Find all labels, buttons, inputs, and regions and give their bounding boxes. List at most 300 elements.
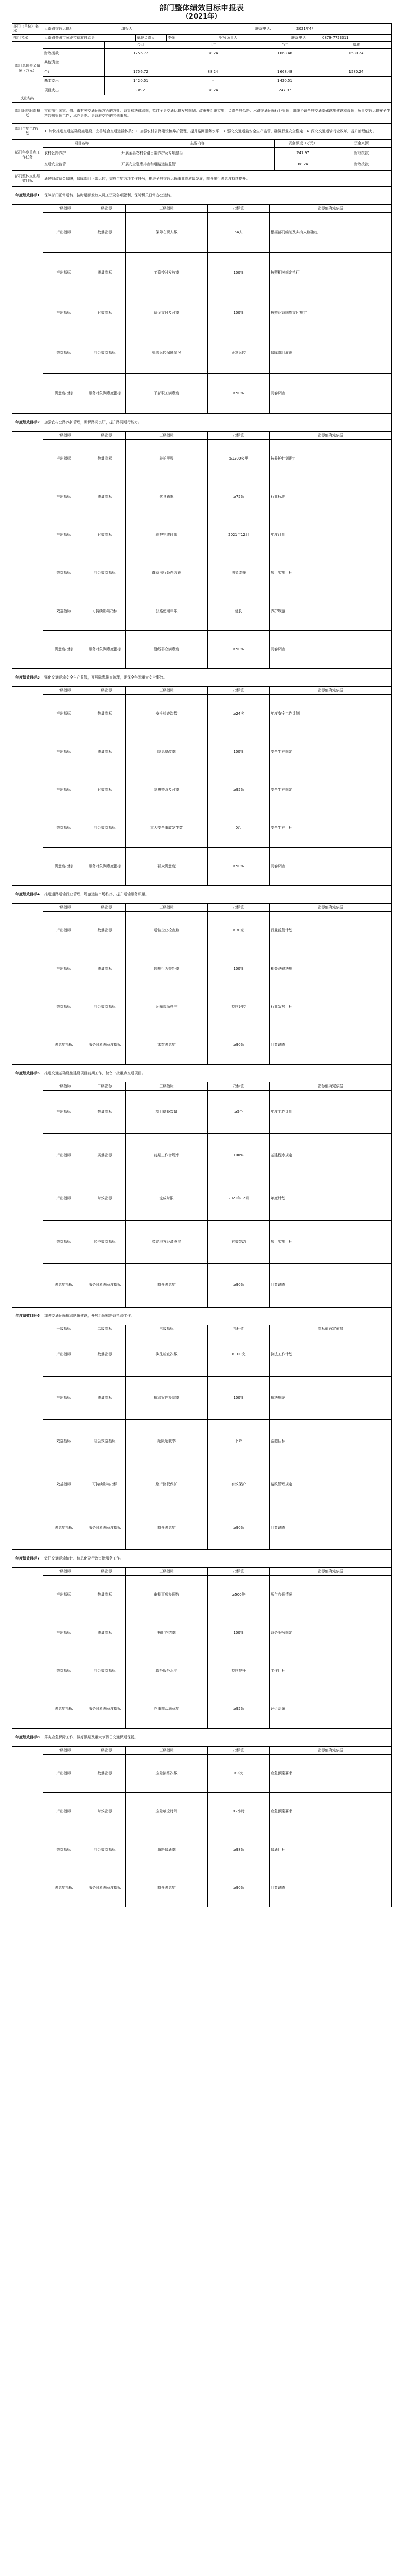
target-l3: 应急演练次数 [126,1755,208,1793]
fund-cur: 1668.48 [249,49,321,58]
project-amount: 88.24 [275,159,331,171]
table-row [12,1264,392,1307]
section-desc: 推进交通基础设施建设项目前期工作，储备一批重点交通项目。 [43,1065,392,1082]
section-desc: 加强交通运输执法队伍建设，开展治超和路政执法工作。 [43,1308,392,1325]
section-name: 年度绩效目标7 [12,1550,43,1568]
section-side [12,1747,43,1907]
target-note: 执法工作计划 [270,1333,392,1377]
target-l3: 安全检查次数 [126,695,208,733]
table-row [12,771,392,809]
table-row [12,440,392,478]
table-row [12,58,392,67]
target-col-l2: 二级指标 [84,1568,126,1576]
target-note: 历年办理情况 [270,1576,392,1614]
target-l2: 质量指标 [84,1614,126,1652]
project-amount: 247.97 [275,148,331,159]
target-note: 年度工作计划 [270,1091,392,1134]
target-l1: 效益指标 [43,809,84,848]
target-value: ≥90% [208,631,270,669]
table-row [12,1614,392,1652]
projects-label: 部门年度重点工作任务 [12,140,43,171]
target-section [12,187,392,414]
target-note: 行业监管计划 [270,912,392,950]
target-value: ≥90% [208,1869,270,1907]
table-row [12,848,392,886]
code-label: 部门（单位）名称 [12,24,43,35]
target-value: ≥95% [208,1690,270,1728]
target-note: 保障部门履职 [270,333,392,374]
target-col-l2: 二级指标 [84,432,126,440]
target-note: 评价系统 [270,1690,392,1728]
target-col-value: 指标值 [208,1325,270,1333]
target-l2: 服务对象满意度指标 [84,1026,126,1064]
target-l3: 养护完成时限 [126,516,208,554]
fund-name: 财政拨款 [43,49,105,58]
col-content: 主要内容 [120,140,275,148]
target-col-l1: 一级指标 [43,1082,84,1091]
table-row [12,374,392,414]
dept-label: 填报人： [120,24,151,35]
target-value: 100% [208,1134,270,1177]
target-l3: 机关运转保障情况 [126,333,208,374]
target-col-l3: 三级指标 [126,1568,208,1576]
target-value: ≥75% [208,478,270,516]
target-l2: 质量指标 [84,733,126,771]
target-value: ≥100次 [208,1333,270,1377]
target-col-value: 指标值 [208,1568,270,1576]
target-l2: 服务对象满意度指标 [84,631,126,669]
target-note: 基建程序规定 [270,1134,392,1177]
section-desc: 保障部门正常运转，按时足额发放人员工资及各项福利，保障机关日常办公运转。 [43,187,392,205]
fund-total: 1756.72 [105,49,177,58]
target-l1: 效益指标 [43,1463,84,1506]
fund-cur: 1668.48 [249,67,321,77]
target-l3: 乘客满意度 [126,1026,208,1064]
fund-prev [177,58,249,67]
target-l1: 满意度指标 [43,1264,84,1307]
target-l2: 质量指标 [84,1134,126,1177]
target-col-l3: 三级指标 [126,687,208,695]
target-l2: 时效指标 [84,516,126,554]
col-total: 合计 [105,42,177,49]
target-l2: 质量指标 [84,1377,126,1420]
target-l3: 违规行为查处率 [126,950,208,988]
target-col-value: 指标值 [208,432,270,440]
col-prev: 上年 [177,42,249,49]
table-row [12,67,392,77]
target-section [12,1307,392,1550]
table-row [12,1377,392,1420]
target-l2: 社会效益指标 [84,333,126,374]
target-section [12,414,392,669]
section-name: 年度绩效目标6 [12,1308,43,1325]
target-l2: 经济效益指标 [84,1221,126,1264]
fund-name: 合计 [43,67,105,77]
exp-total: 336.21 [105,86,177,95]
target-l2: 服务对象满意度指标 [84,1264,126,1307]
col-amount: 资金额度（万元） [275,140,331,148]
funds-table [12,41,392,103]
table-row [12,293,392,333]
target-l3: 群众满意度 [126,1506,208,1550]
target-l2: 可持续影响指标 [84,1463,126,1506]
target-value: ≤2小时 [208,1793,270,1831]
target-l1: 产出指标 [43,771,84,809]
table-row [12,733,392,771]
target-section [12,1728,392,1907]
target-col-l3: 三级指标 [126,1325,208,1333]
target-l1: 产出指标 [43,1177,84,1221]
target-l1: 产出指标 [43,1377,84,1420]
target-value: ≥95% [208,771,270,809]
col-source: 资金来源 [331,140,392,148]
table-row [12,213,392,253]
target-note: 应急预案要求 [270,1793,392,1831]
target-note: 问卷调查 [270,374,392,414]
target-note: 安全生产目标 [270,809,392,848]
target-note: 按照相关规定执行 [270,253,392,293]
unit-name: 云南省交通运输厅 [43,24,120,35]
target-col-l3: 三级指标 [126,432,208,440]
target-col-l1: 一级指标 [43,432,84,440]
table-row [12,1869,392,1907]
target-value: 持续提升 [208,1652,270,1690]
section-name: 年度绩效目标1 [12,187,43,205]
target-value: 100% [208,733,270,771]
target-l2: 社会效益指标 [84,1420,126,1463]
target-col-note: 指标值确定依据 [270,1747,392,1755]
table-row [12,77,392,86]
target-l2: 数量指标 [84,695,126,733]
table-row [12,695,392,733]
target-l2: 数量指标 [84,1576,126,1614]
target-note: 养护规范 [270,592,392,631]
target-l1: 满意度指标 [43,374,84,414]
target-value: ≥90% [208,374,270,414]
target-l1: 满意度指标 [43,848,84,886]
target-l2: 数量指标 [84,440,126,478]
target-l3: 重大安全事故发生数 [126,809,208,848]
col-name: 项目名称 [43,140,120,148]
table-row [12,1333,392,1377]
target-col-value: 指标值 [208,1082,270,1091]
section-desc: 做好交通运输统计、信息化及行政审批服务工作。 [43,1550,392,1568]
target-l1: 效益指标 [43,554,84,592]
col-change: 增减 [321,42,392,49]
target-l1: 产出指标 [43,1576,84,1614]
table-row [12,1506,392,1550]
phone-label: 联系电话 [290,35,321,41]
target-l3: 办事群众满意度 [126,1690,208,1728]
target-l1: 效益指标 [43,988,84,1026]
exp-prev: 88.24 [177,86,249,95]
table-row [12,49,392,58]
target-col-l2: 二级指标 [84,1747,126,1755]
page-title: 部门整体绩效目标申报表 [159,3,244,12]
target-l1: 产出指标 [43,253,84,293]
fund-total [105,58,177,67]
target-col-l1: 一级指标 [43,1747,84,1755]
fund-name: 其他资金 [43,58,105,67]
target-l1: 产出指标 [43,912,84,950]
table-row [12,1690,392,1728]
table-row [12,1831,392,1869]
finance-label: 财务负责人 [218,35,249,41]
target-l3: 沿线群众满意度 [126,631,208,669]
target-col-l1: 一级指标 [43,904,84,912]
target-value: ≥98% [208,1831,270,1869]
target-value: 100% [208,253,270,293]
target-value: 2021年12月 [208,1177,270,1221]
target-col-value: 指标值 [208,205,270,213]
target-value: ≥5个 [208,1091,270,1134]
target-col-note: 指标值确定依据 [270,1082,392,1091]
target-l2: 时效指标 [84,1177,126,1221]
fund-change: 1580.24 [321,67,392,77]
project-source: 财政拨款 [331,148,392,159]
target-value: 有效保护 [208,1463,270,1506]
target-l2: 数量指标 [84,912,126,950]
target-note: 保通目标 [270,1831,392,1869]
fund-change: 1580.24 [321,49,392,58]
exp-prev: - [177,77,249,86]
target-l2: 社会效益指标 [84,554,126,592]
target-value: 下降 [208,1420,270,1463]
target-l3: 养护里程 [126,440,208,478]
target-l1: 产出指标 [43,1614,84,1652]
header-meta [12,23,392,35]
target-sections [0,187,403,1907]
target-value: 明显改善 [208,554,270,592]
table-row [12,1652,392,1690]
leader-label: 单位负责人 [136,35,167,41]
fund-total: 1756.72 [105,67,177,77]
target-l3: 群众出行条件改善 [126,554,208,592]
target-value: 100% [208,1377,270,1420]
target-col-note: 指标值确定依据 [270,432,392,440]
code-value [151,24,254,35]
table-row [12,1420,392,1463]
target-l1: 满意度指标 [43,1869,84,1907]
target-note: 执法规范 [270,1377,392,1420]
target-col-l1: 一级指标 [43,205,84,213]
target-l2: 质量指标 [84,478,126,516]
target-col-l2: 二级指标 [84,205,126,213]
target-l1: 产出指标 [43,293,84,333]
leader: 李强 [167,35,218,41]
target-l2: 时效指标 [84,1793,126,1831]
table-row [12,1091,392,1134]
target-l1: 效益指标 [43,1221,84,1264]
target-col-l3: 三级指标 [126,1082,208,1091]
target-l3: 前期工作合规率 [126,1134,208,1177]
section-side [12,1082,43,1307]
target-l1: 效益指标 [43,1652,84,1690]
target-value: ≥90% [208,1026,270,1064]
target-note: 治超目标 [270,1420,392,1463]
target-l3: 带动地方经济发展 [126,1221,208,1264]
table-row [12,1463,392,1506]
target-note: 问卷调查 [270,631,392,669]
target-l1: 满意度指标 [43,1690,84,1728]
target-col-note: 指标值确定依据 [270,205,392,213]
target-l3: 优良路率 [126,478,208,516]
exp-cur: 1420.51 [249,77,321,86]
target-l2: 数量指标 [84,213,126,253]
table-row [12,86,392,95]
target-note: 年度安全工作计划 [270,695,392,733]
target-note: 行业标准 [270,478,392,516]
table-row [12,1793,392,1831]
target-note: 安全生产规定 [270,771,392,809]
target-note: 年度计划 [270,1177,392,1221]
target-l3: 资金支付及时率 [126,293,208,333]
target-l1: 产出指标 [43,695,84,733]
target-l3: 应急响应时间 [126,1793,208,1831]
target-value: 持续好转 [208,988,270,1026]
table-row [12,1755,392,1793]
project-content: 开展全县农村公路日常养护及专项整治 [120,148,275,159]
target-l3: 道路保通率 [126,1831,208,1869]
target-l3: 超限超载率 [126,1420,208,1463]
section-side [12,1325,43,1550]
target-section [12,1550,392,1728]
target-l1: 产出指标 [43,1091,84,1134]
target-col-l2: 二级指标 [84,904,126,912]
target-note: 政务服务规定 [270,1614,392,1652]
section-desc: 落实应急保障工作，做好汛期及重大节假日交通保通保畅。 [43,1729,392,1747]
fund-prev: 88.24 [177,49,249,58]
target-value: 0起 [208,809,270,848]
target-l1: 效益指标 [43,1831,84,1869]
section-name: 年度绩效目标5 [12,1065,43,1082]
table-row [12,631,392,669]
target-note: 相关法律法规 [270,950,392,988]
target-l1: 满意度指标 [43,631,84,669]
target-col-l1: 一级指标 [43,1325,84,1333]
section-side [12,205,43,414]
overall-goal-text: 通过财政资金保障，保障部门正常运转，完成年度各项工作任务，推进全县交通运输事业高质量发展，群众出行满意度持续提升。 [43,171,392,187]
target-l1: 产出指标 [43,1134,84,1177]
target-l1: 产出指标 [43,1755,84,1793]
target-col-l2: 二级指标 [84,687,126,695]
funds-label: 部门总体资金情况（万元） [12,42,43,95]
target-value: 延长 [208,592,270,631]
target-col-l3: 三级指标 [126,904,208,912]
plan-text: 1. 加快推进交通基础设施建设，完善综合交通运输体系；2. 加强农村公路建设和养护管理，提升路网服务水平；3. 强化交通运输安全生产监管，确保行业安全稳定；4. 深化交通运输行业改革，提升治理能力。 [43,124,392,139]
fund-change [321,58,392,67]
table-row [12,912,392,950]
target-note: 问卷调查 [270,1506,392,1550]
target-l1: 效益指标 [43,333,84,374]
section-name: 年度绩效目标4 [12,886,43,904]
dept-name-label: 部门名称 [12,35,43,41]
table-row [12,950,392,988]
section-name: 年度绩效目标8 [12,1729,43,1747]
exp-cur: 247.97 [249,86,321,95]
table-row [12,1576,392,1614]
target-l1: 产出指标 [43,1793,84,1831]
page-subtitle: （2021年） [182,13,221,21]
target-l1: 产出指标 [43,733,84,771]
expenditure-label: 支出结构 [12,95,43,103]
exp-change [321,86,392,95]
target-value: ≥30家 [208,912,270,950]
target-col-l3: 三级指标 [126,205,208,213]
target-col-note: 指标值确定依据 [270,1568,392,1576]
functions-text: 贯彻执行国家、省、市有关交通运输方面的方针、政策和法律法规，拟订全县交通运输发展规划、政策并组织实施；负责全县公路、水路交通运输行业管理；组织协调全县交通基础设施建设和管理；负责交通运输安全生产监督管理工作；承办县委、县政府交办的其他事项。 [43,103,392,124]
target-note: 问卷调查 [270,1026,392,1064]
dept-name: 云南省普洱市澜沧拉祜族自治县 [43,35,136,41]
table-row [12,516,392,554]
exp-name: 项目支出 [43,86,105,95]
target-l3: 执法案件办结率 [126,1377,208,1420]
target-l2: 社会效益指标 [84,1652,126,1690]
target-value: ≥24次 [208,695,270,733]
table-row [12,1221,392,1264]
target-l3: 群众满意度 [126,848,208,886]
target-value: 2021年12月 [208,516,270,554]
target-value: ≥2次 [208,1755,270,1793]
target-section [12,1064,392,1307]
target-l1: 产出指标 [43,213,84,253]
target-note: 项目实施目标 [270,554,392,592]
contact-label: 联系电话： [254,24,295,35]
project-name: 农村公路养护 [43,148,120,159]
target-l1: 效益指标 [43,1420,84,1463]
target-value: 正常运转 [208,333,270,374]
table-row [12,809,392,848]
target-value: 100% [208,293,270,333]
target-l2: 质量指标 [84,253,126,293]
target-l3: 政务服务水平 [126,1652,208,1690]
target-l1: 满意度指标 [43,1026,84,1064]
target-l3: 项目储备数量 [126,1091,208,1134]
section-side [12,1568,43,1728]
table-row [12,478,392,516]
overall-goal-label: 部门整体支出绩效目标 [12,171,43,187]
target-col-l2: 二级指标 [84,1082,126,1091]
target-col-l2: 二级指标 [84,1325,126,1333]
target-l3: 公路使用年限 [126,592,208,631]
target-note: 项目实施目标 [270,1221,392,1264]
project-name: 交通安全监管 [43,159,120,171]
target-l3: 隐患整改及时率 [126,771,208,809]
target-note: 根据部门编制及实有人数确定 [270,213,392,253]
target-note: 问卷调查 [270,1869,392,1907]
target-col-l1: 一级指标 [43,687,84,695]
target-value: ≥90% [208,1506,270,1550]
target-l3: 完成时限 [126,1177,208,1221]
target-l3: 路产路权保护 [126,1463,208,1506]
exp-change [321,77,392,86]
target-l2: 服务对象满意度指标 [84,848,126,886]
target-note: 按养护计划确定 [270,440,392,478]
fill-date: 2021年4月 [295,24,392,35]
section-name: 年度绩效目标3 [12,669,43,687]
target-section [12,886,392,1064]
section-desc: 推进道路运输行业管理，规范运输市场秩序，提升运输服务质量。 [43,886,392,904]
section-side [12,432,43,669]
table-row [12,159,392,171]
phone: 0879-7723311 [321,35,392,41]
target-note: 路政管理规定 [270,1463,392,1506]
target-l3: 保障在职人数 [126,213,208,253]
plan-label: 部门年度工作计划 [12,124,43,139]
target-l2: 社会效益指标 [84,809,126,848]
target-l2: 社会效益指标 [84,1831,126,1869]
target-l3: 执法检查次数 [126,1333,208,1377]
